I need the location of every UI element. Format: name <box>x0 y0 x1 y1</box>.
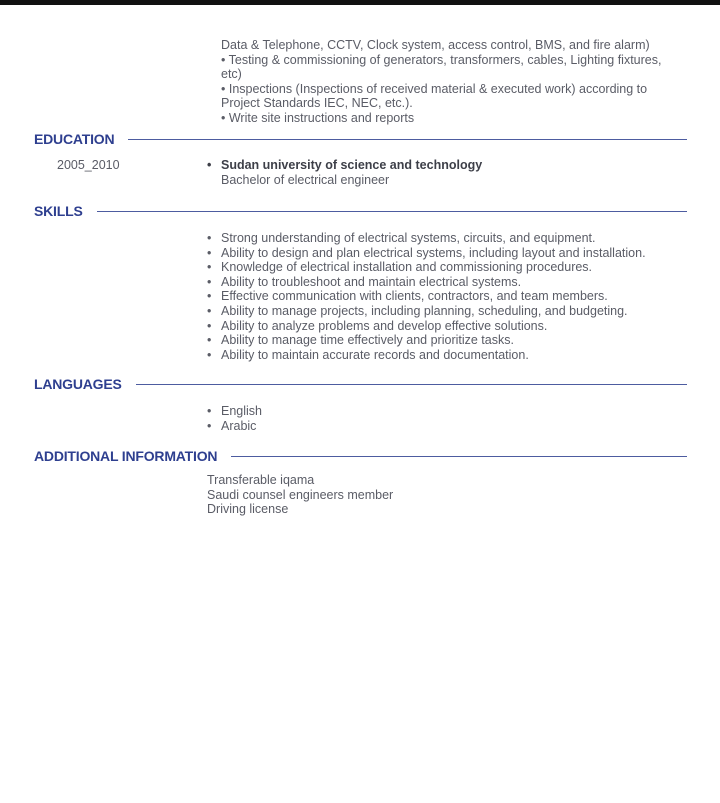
list-item: • Ability to design and plan electrical systems, including layout and installation. <box>207 246 677 261</box>
list-item: • Ability to analyze problems and develop effective solutions. <box>207 319 677 334</box>
list-item: • Ability to manage time effectively and prioritize tasks. <box>207 333 677 348</box>
continuation-line: • Inspections (Inspections of received material & executed work) according to Project Standards IEC, NEC, etc.). <box>221 81 648 111</box>
education-degree: Bachelor of electrical engineer <box>221 173 390 187</box>
bullet-icon: • <box>207 158 212 172</box>
experience-continuation <box>221 38 681 126</box>
additional-info <box>207 473 393 517</box>
skills-list <box>207 231 677 362</box>
info-line: Transferable iqama <box>207 473 315 487</box>
list-item: • Strong understanding of electrical systems, circuits, and equipment. <box>207 231 677 246</box>
languages-header <box>34 374 687 394</box>
list-item: • Knowledge of electrical installation and commissioning procedures. <box>207 260 677 275</box>
continuation-line: • Write site instructions and reports <box>221 110 415 125</box>
list-item: • Ability to manage projects, including planning, scheduling, and budgeting. <box>207 304 677 319</box>
additional-header <box>34 446 687 466</box>
skills-header <box>34 201 687 221</box>
skills-title: SKILLS <box>34 203 83 219</box>
languages-list <box>207 404 677 433</box>
list-item: • Ability to maintain accurate records and documentation. <box>207 348 677 363</box>
info-line: Driving license <box>207 502 289 517</box>
list-item: • Ability to troubleshoot and maintain electrical systems. <box>207 275 677 290</box>
section-divider <box>136 384 687 385</box>
section-divider <box>128 139 687 140</box>
list-item: • English <box>207 404 677 419</box>
list-item: • Arabic <box>207 419 677 434</box>
section-divider <box>97 211 687 212</box>
languages-title: LANGUAGES <box>34 376 122 392</box>
continuation-line: Data & Telephone, CCTV, Clock system, access control, BMS, and fire alarm) <box>221 38 650 52</box>
education-entry <box>207 158 677 188</box>
additional-title: ADDITIONAL INFORMATION <box>34 448 218 464</box>
school-name: Sudan university of science and technology <box>221 158 483 172</box>
education-title: EDUCATION <box>34 131 115 147</box>
section-divider <box>231 456 687 457</box>
education-date: 2005_2010 <box>57 158 120 172</box>
info-line: Saudi counsel engineers member <box>207 487 394 502</box>
continuation-line: • Testing & commissioning of generators, transformers, cables, Lighting fixtures, etc) <box>221 52 662 82</box>
list-item: • Effective communication with clients, contractors, and team members. <box>207 289 677 304</box>
education-school <box>207 158 677 173</box>
education-header <box>34 129 687 149</box>
top-border <box>0 0 720 5</box>
